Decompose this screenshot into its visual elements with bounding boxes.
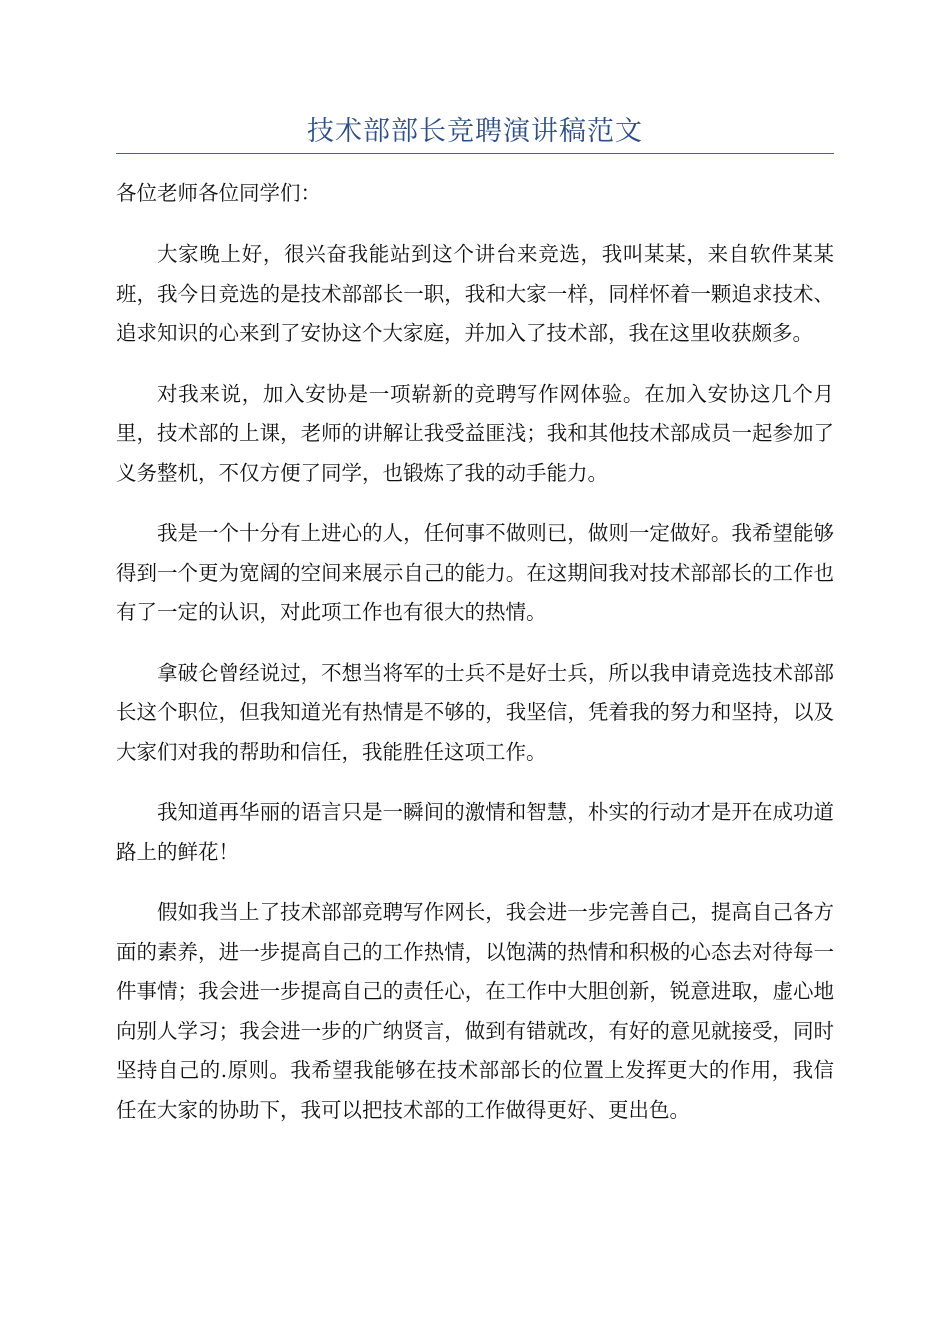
paragraph-3: 我是一个十分有上进心的人，任何事不做则已，做则一定做好。我希望能够得到一个更为宽阔的空间来展示自己的能力。在这期间我对技术部部长的工作也有了一定的认识，对此项工作也有很大的热情。 bbox=[116, 521, 834, 624]
title-underline bbox=[116, 153, 834, 154]
page-title: 技术部部长竞聘演讲稿范文 bbox=[307, 116, 643, 147]
paragraph-2: 对我来说，加入安协是一项崭新的竞聘写作网体验。在加入安协这几个月里，技术部的上课，老师的讲解让我受益匪浅；我和其他技术部成员一起参加了义务整机，不仅方便了同学，也锻炼了我的动手能力。 bbox=[116, 381, 834, 485]
salutation: 各位老师各位同学们： bbox=[116, 181, 321, 205]
paragraph-1: 大家晚上好，很兴奋我能站到这个讲台来竞选，我叫某某，来自软件某某班，我今日竞选的是技术部部长一职，我和大家一样，同样怀着一颗追求技术、追求知识的心来到了安协这个大家庭，并加入了技术部，我在这里收获颇多。 bbox=[116, 242, 834, 345]
paragraph-6: 假如我当上了技术部部竞聘写作网长，我会进一步完善自己，提高自己各方面的素养，进一步提高自己的工作热情，以饱满的热情和积极的心态去对待每一件事情；我会进一步提高自己的责任心，在工作中大胆创新，锐意进取，虚心地向别人学习；我会进一步的广纳贤言，做到有错就改，有好的意见就接受，同时坚持自己的.原则。我希望我能够在技术部部长的位置上发挥更大的作用，我信任在大家的协助下，我可以把技术部的工作做得更好、更出色。 bbox=[116, 900, 834, 1122]
paragraph-4: 拿破仑曾经说过，不想当将军的士兵不是好士兵，所以我申请竞选技术部部长这个职位，但我知道光有热情是不够的，我坚信，凭着我的努力和坚持，以及大家们对我的帮助和信任，我能胜任这项工作。 bbox=[116, 660, 834, 764]
document-body bbox=[116, 174, 834, 1151]
paragraph-5: 我知道再华丽的语言只是一瞬间的激情和智慧，朴实的行动才是开在成功道路上的鲜花！ bbox=[116, 800, 834, 864]
